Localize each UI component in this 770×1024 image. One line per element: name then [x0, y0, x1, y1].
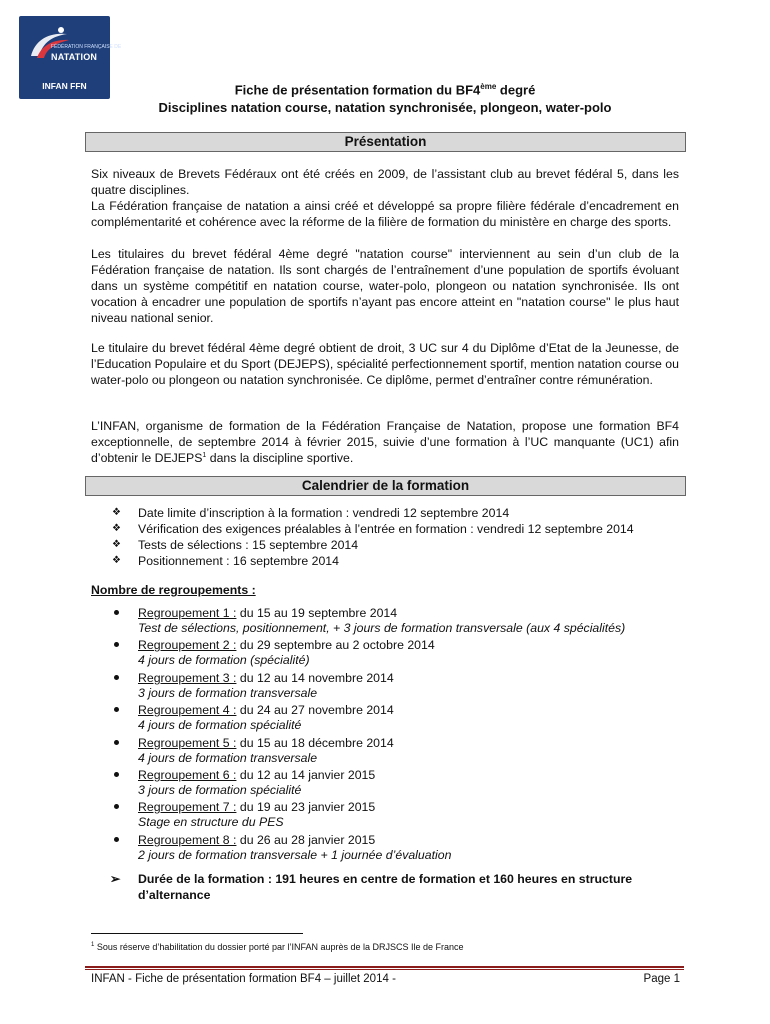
logo-subtitle: INFAN FFN — [42, 81, 87, 91]
list-item — [110, 521, 690, 537]
footnote-text: Sous réserve d’habilitation du dossier porté par l’INFAN auprès de la DRJSCS Ile de France — [94, 942, 464, 952]
list-item — [110, 605, 690, 637]
bullet-dot-icon — [114, 707, 119, 712]
diamond-bullet-icon: ❖ — [112, 539, 121, 550]
list-item — [110, 670, 690, 702]
logo-federation-text: FÉDÉRATION FRANÇAISE DE — [51, 44, 122, 50]
bullet-dot-icon — [114, 772, 119, 777]
regroupement-dates: du 29 septembre au 2 octobre 2014 — [236, 638, 435, 653]
list-item — [110, 702, 690, 734]
paragraph-4: Le titulaire du brevet fédéral 4ème degré obtient de droit, 3 UC sur 4 du Diplôme d’Etat de la Jeunesse, de l’Education Populaire et du Sport (DEJEPS), spécialité perfectionnement sportif, mention natation course ou water-polo ou plongeon ou natation synchronisée. Ce diplôme, permet d’entraîner contre rémunération. — [91, 341, 679, 387]
footer-divider-thin — [85, 969, 684, 970]
duree-text: Durée de la formation : 191 heures en centre de formation et 160 heures en structure d’alternance — [138, 872, 633, 902]
regroupement-label: Regroupement 1 : — [138, 606, 237, 620]
regroupement-desc: 3 jours de formation transversale — [138, 685, 318, 700]
section-heading-calendar: Calendrier de la formation — [85, 476, 686, 496]
paragraph-1: Six niveaux de Brevets Fédéraux ont été créés en 2009, de l’assistant club au brevet fédéral 5, dans les quatre disciplines. — [91, 167, 679, 197]
diamond-bullet-icon: ❖ — [112, 523, 121, 534]
regroupement-desc: 4 jours de formation (spécialité) — [138, 653, 310, 668]
list-item — [110, 505, 690, 521]
calendar-item-text: Date limite d’inscription à la formation : vendredi 12 septembre 2014 — [138, 506, 510, 520]
bullet-dot-icon — [114, 804, 119, 809]
footer-text: INFAN - Fiche de présentation formation BF4 – juillet 2014 - — [91, 973, 396, 985]
duree-formation — [110, 872, 670, 903]
regroupement-label: Regroupement 8 : — [138, 832, 237, 847]
list-item — [110, 767, 690, 799]
regroupement-desc: 2 jours de formation transversale + 1 journée d’évaluation — [138, 847, 452, 862]
paragraph-5-main: L’INFAN, organisme de formation de la Fédération Française de Natation, propose une formation BF4 exceptionnelle, de septembre 2014 à février 2015, suivie d’une formation à l’UC manquante (UC1) afin d’obtenir le DEJEPS — [91, 419, 679, 465]
regroupement-desc: Test de sélections, positionnement, + 3 jours de formation transversale (aux 4 spécialités) — [138, 621, 626, 635]
regroupement-label: Regroupement 7 : — [138, 800, 237, 815]
regroupement-label: Regroupement 6 : — [138, 767, 237, 782]
regroupement-dates: du 12 au 14 novembre 2014 — [236, 670, 394, 685]
regroupement-dates: du 15 au 18 décembre 2014 — [236, 735, 394, 750]
footnote — [91, 942, 464, 952]
footnote-number: 1 — [91, 942, 95, 948]
arrow-bullet-icon: ➢ — [110, 872, 121, 886]
regroupement-dates: du 19 au 23 janvier 2015 — [236, 800, 376, 815]
regroupements-list — [110, 605, 690, 864]
regroupement-dates: du 15 au 19 septembre 2014 — [236, 606, 398, 620]
regroupements-heading: Nombre de regroupements : — [91, 583, 256, 597]
footnote-ref: 1 — [202, 451, 207, 459]
logo-org-name: NATATION — [51, 52, 98, 62]
regroupement-dates: du 26 au 28 janvier 2015 — [236, 832, 376, 847]
bullet-dot-icon — [114, 837, 119, 842]
regroupement-label: Regroupement 2 : — [138, 638, 237, 653]
page-number: Page 1 — [643, 973, 680, 985]
regroupement-desc: Stage en structure du PES — [138, 815, 284, 830]
calendar-item-text: Vérification des exigences préalables à l’entrée en formation : vendredi 12 septembre 2014 — [138, 522, 634, 536]
bullet-dot-icon — [114, 740, 119, 745]
regroupement-label: Regroupement 4 : — [138, 703, 237, 718]
regroupement-desc: 4 jours de formation spécialité — [138, 718, 302, 733]
title-end: degré — [496, 82, 536, 98]
diamond-bullet-icon: ❖ — [112, 555, 121, 566]
bullet-dot-icon — [114, 610, 119, 615]
regroupement-desc: 4 jours de formation transversale — [138, 750, 318, 765]
calendar-list — [110, 505, 690, 569]
list-item — [110, 832, 690, 864]
regroupement-dates: du 24 au 27 novembre 2014 — [236, 703, 394, 718]
footer-divider — [85, 966, 684, 968]
section-heading-presentation: Présentation — [85, 132, 686, 152]
bullet-dot-icon — [114, 642, 119, 647]
bullet-dot-icon — [114, 675, 119, 680]
footnote-divider — [91, 933, 303, 934]
paragraph-2: La Fédération française de natation a ainsi créé et développé sa propre filière fédérale d’encadrement en complémentarité et cohérence avec la réforme de la filière de formation du ministère en charge des sports. — [91, 199, 679, 229]
title-superscript: ème — [480, 82, 497, 91]
paragraph-5-end: dans la discipline sportive. — [206, 451, 354, 465]
regroupement-label: Regroupement 3 : — [138, 670, 237, 685]
calendar-item-text: Tests de sélections : 15 septembre 2014 — [138, 538, 359, 552]
document-title — [90, 82, 680, 97]
paragraph-5 — [91, 418, 679, 466]
paragraph-3: Les titulaires du brevet fédéral 4ème degré "natation course" interviennent au sein d’un club de la Fédération française de natation. Ils sont chargés de l’entraînement d’une population de sportifs évoluant dans un système compétitif en natation course, water-polo, plongeon ou natation synchronisée. Ils ont vocation à encadrer une population de sportifs n’ayant pas encore atteint en "natation course" le plus haut niveau national senior. — [91, 247, 679, 325]
list-item — [110, 637, 690, 669]
diamond-bullet-icon: ❖ — [112, 507, 121, 518]
regroupement-label: Regroupement 5 : — [138, 735, 237, 750]
list-item — [110, 799, 690, 831]
regroupement-dates: du 12 au 14 janvier 2015 — [236, 767, 376, 782]
document-subtitle: Disciplines natation course, natation synchronisée, plongeon, water-polo — [158, 100, 612, 115]
regroupement-desc: 3 jours de formation spécialité — [138, 782, 302, 797]
list-item — [110, 553, 690, 569]
list-item — [110, 735, 690, 767]
calendar-item-text: Positionnement : 16 septembre 2014 — [138, 554, 339, 568]
title-main: Fiche de présentation formation du BF4 — [234, 82, 481, 98]
list-item — [110, 537, 690, 553]
